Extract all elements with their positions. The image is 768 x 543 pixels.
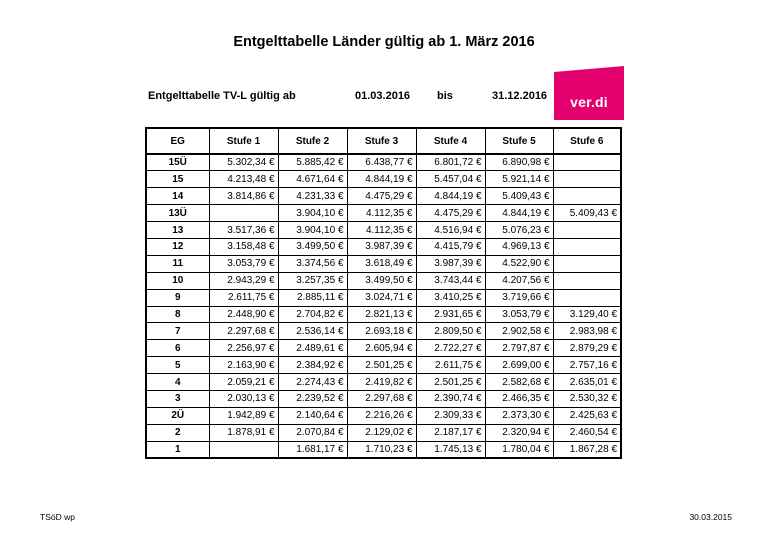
column-header: EG	[146, 128, 209, 154]
salary-cell: 3.024,71 €	[347, 289, 416, 306]
table-row	[146, 272, 621, 289]
eg-cell: 6	[146, 340, 209, 357]
salary-cell: 1.710,23 €	[347, 441, 416, 458]
salary-cell: 2.704,82 €	[278, 306, 347, 323]
table-row	[146, 441, 621, 458]
table-body	[146, 154, 621, 458]
eg-cell: 2Ü	[146, 407, 209, 424]
salary-cell: 4.475,29 €	[416, 205, 485, 222]
salary-cell: 4.213,48 €	[209, 171, 278, 188]
salary-cell: 6.801,72 €	[416, 154, 485, 171]
salary-cell: 2.297,68 €	[209, 323, 278, 340]
salary-cell: 4.844,19 €	[416, 188, 485, 205]
salary-cell: 3.987,39 €	[416, 255, 485, 272]
salary-cell: 2.460,54 €	[553, 424, 621, 441]
eg-cell: 5	[146, 357, 209, 374]
salary-cell: 2.879,29 €	[553, 340, 621, 357]
verdi-logo-shape	[554, 66, 624, 120]
column-header: Stufe 5	[485, 128, 553, 154]
table-row	[146, 407, 621, 424]
salary-cell: 3.987,39 €	[347, 238, 416, 255]
table-row	[146, 306, 621, 323]
salary-cell: 2.693,18 €	[347, 323, 416, 340]
subheader-label: Entgelttabelle TV-L gültig ab	[148, 90, 296, 102]
salary-cell: 1.878,91 €	[209, 424, 278, 441]
eg-cell: 13	[146, 222, 209, 239]
salary-cell: 1.745,13 €	[416, 441, 485, 458]
salary-cell: 4.231,33 €	[278, 188, 347, 205]
salary-cell: 3.053,79 €	[485, 306, 553, 323]
salary-cell: 4.516,94 €	[416, 222, 485, 239]
salary-cell: 3.158,48 €	[209, 238, 278, 255]
salary-cell: 4.844,19 €	[485, 205, 553, 222]
salary-cell	[209, 205, 278, 222]
salary-cell: 3.719,66 €	[485, 289, 553, 306]
salary-cell: 2.501,25 €	[347, 357, 416, 374]
column-header: Stufe 2	[278, 128, 347, 154]
salary-cell: 2.297,68 €	[347, 390, 416, 407]
salary-cell: 5.302,34 €	[209, 154, 278, 171]
table-row	[146, 188, 621, 205]
salary-cell: 2.943,29 €	[209, 272, 278, 289]
subheader-date-from: 01.03.2016	[355, 90, 411, 102]
salary-table	[145, 127, 622, 459]
eg-cell: 1	[146, 441, 209, 458]
salary-cell	[553, 171, 621, 188]
table-row	[146, 238, 621, 255]
salary-cell: 2.536,14 €	[278, 323, 347, 340]
eg-cell: 2	[146, 424, 209, 441]
subheader-bis: bis	[437, 90, 453, 102]
eg-cell: 3	[146, 390, 209, 407]
salary-cell	[553, 188, 621, 205]
salary-cell: 4.112,35 €	[347, 222, 416, 239]
salary-cell: 2.163,90 €	[209, 357, 278, 374]
verdi-logo	[554, 66, 624, 120]
column-header: Stufe 6	[553, 128, 621, 154]
salary-cell: 3.374,56 €	[278, 255, 347, 272]
salary-cell: 3.499,50 €	[347, 272, 416, 289]
column-header: Stufe 3	[347, 128, 416, 154]
salary-cell: 1.780,04 €	[485, 441, 553, 458]
salary-cell: 2.384,92 €	[278, 357, 347, 374]
salary-cell: 2.187,17 €	[416, 424, 485, 441]
salary-cell	[553, 289, 621, 306]
salary-cell: 2.274,43 €	[278, 374, 347, 391]
salary-cell: 2.425,63 €	[553, 407, 621, 424]
salary-cell: 4.475,29 €	[347, 188, 416, 205]
verdi-logo-text: ver.di	[570, 94, 608, 110]
salary-cell: 3.053,79 €	[209, 255, 278, 272]
salary-cell: 2.030,13 €	[209, 390, 278, 407]
salary-cell: 2.419,82 €	[347, 374, 416, 391]
eg-cell: 13Ü	[146, 205, 209, 222]
eg-cell: 15Ü	[146, 154, 209, 171]
salary-cell: 4.522,90 €	[485, 255, 553, 272]
salary-cell: 2.699,00 €	[485, 357, 553, 374]
salary-cell: 2.757,16 €	[553, 357, 621, 374]
column-header: Stufe 4	[416, 128, 485, 154]
salary-cell: 2.611,75 €	[209, 289, 278, 306]
table-row	[146, 171, 621, 188]
table-row	[146, 323, 621, 340]
table-row	[146, 154, 621, 171]
salary-cell: 2.129,02 €	[347, 424, 416, 441]
salary-cell	[553, 154, 621, 171]
eg-cell: 4	[146, 374, 209, 391]
table-header-row	[146, 128, 621, 154]
eg-cell: 8	[146, 306, 209, 323]
salary-cell: 3.904,10 €	[278, 205, 347, 222]
eg-cell: 12	[146, 238, 209, 255]
salary-cell: 2.902,58 €	[485, 323, 553, 340]
salary-cell: 2.239,52 €	[278, 390, 347, 407]
footer-date: 30.03.2015	[689, 512, 732, 522]
salary-cell: 3.257,35 €	[278, 272, 347, 289]
salary-cell	[553, 272, 621, 289]
salary-cell: 3.618,49 €	[347, 255, 416, 272]
salary-cell: 2.309,33 €	[416, 407, 485, 424]
salary-cell	[553, 238, 621, 255]
salary-cell: 5.885,42 €	[278, 154, 347, 171]
salary-cell: 2.605,94 €	[347, 340, 416, 357]
salary-cell: 2.821,13 €	[347, 306, 416, 323]
table-row	[146, 424, 621, 441]
salary-cell: 2.256,97 €	[209, 340, 278, 357]
table-row	[146, 390, 621, 407]
table-row	[146, 222, 621, 239]
salary-cell: 3.129,40 €	[553, 306, 621, 323]
salary-cell: 2.722,27 €	[416, 340, 485, 357]
salary-cell: 4.207,56 €	[485, 272, 553, 289]
salary-cell: 2.070,84 €	[278, 424, 347, 441]
table-row	[146, 205, 621, 222]
table-row	[146, 255, 621, 272]
salary-cell: 3.743,44 €	[416, 272, 485, 289]
table-row	[146, 289, 621, 306]
table-row	[146, 340, 621, 357]
salary-cell: 5.921,14 €	[485, 171, 553, 188]
salary-cell: 4.112,35 €	[347, 205, 416, 222]
salary-cell: 2.635,01 €	[553, 374, 621, 391]
table-row	[146, 374, 621, 391]
salary-cell: 3.410,25 €	[416, 289, 485, 306]
subheader-date-to: 31.12.2016	[492, 90, 548, 102]
salary-cell: 2.059,21 €	[209, 374, 278, 391]
salary-cell: 5.409,43 €	[485, 188, 553, 205]
salary-cell: 2.373,30 €	[485, 407, 553, 424]
salary-cell: 4.671,64 €	[278, 171, 347, 188]
salary-cell: 6.890,98 €	[485, 154, 553, 171]
eg-cell: 15	[146, 171, 209, 188]
salary-cell: 5.457,04 €	[416, 171, 485, 188]
eg-cell: 10	[146, 272, 209, 289]
eg-cell: 9	[146, 289, 209, 306]
salary-cell: 2.797,87 €	[485, 340, 553, 357]
footer-left: TSöD wp	[40, 512, 75, 522]
salary-cell: 2.448,90 €	[209, 306, 278, 323]
salary-cell: 2.931,65 €	[416, 306, 485, 323]
salary-cell: 3.517,36 €	[209, 222, 278, 239]
salary-cell	[553, 222, 621, 239]
salary-cell: 2.809,50 €	[416, 323, 485, 340]
salary-cell: 3.904,10 €	[278, 222, 347, 239]
salary-cell: 5.409,43 €	[553, 205, 621, 222]
salary-cell: 2.983,98 €	[553, 323, 621, 340]
salary-cell: 2.611,75 €	[416, 357, 485, 374]
salary-cell: 1.867,28 €	[553, 441, 621, 458]
salary-cell: 2.466,35 €	[485, 390, 553, 407]
salary-cell: 2.140,64 €	[278, 407, 347, 424]
salary-cell: 4.969,13 €	[485, 238, 553, 255]
page-title: Entgelttabelle Länder gültig ab 1. März 2016	[233, 34, 535, 50]
eg-cell: 7	[146, 323, 209, 340]
salary-cell: 2.530,32 €	[553, 390, 621, 407]
salary-cell: 2.582,68 €	[485, 374, 553, 391]
salary-cell: 3.814,86 €	[209, 188, 278, 205]
salary-cell: 2.885,11 €	[278, 289, 347, 306]
salary-cell: 5.076,23 €	[485, 222, 553, 239]
salary-cell	[553, 255, 621, 272]
salary-cell: 2.320,94 €	[485, 424, 553, 441]
salary-cell: 2.216,26 €	[347, 407, 416, 424]
salary-cell: 4.415,79 €	[416, 238, 485, 255]
salary-cell: 1.942,89 €	[209, 407, 278, 424]
column-header: Stufe 1	[209, 128, 278, 154]
salary-cell: 6.438,77 €	[347, 154, 416, 171]
salary-cell: 2.501,25 €	[416, 374, 485, 391]
eg-cell: 11	[146, 255, 209, 272]
salary-cell: 3.499,50 €	[278, 238, 347, 255]
salary-cell: 4.844,19 €	[347, 171, 416, 188]
salary-cell: 2.390,74 €	[416, 390, 485, 407]
salary-cell: 2.489,61 €	[278, 340, 347, 357]
salary-cell: 1.681,17 €	[278, 441, 347, 458]
salary-cell	[209, 441, 278, 458]
table-row	[146, 357, 621, 374]
eg-cell: 14	[146, 188, 209, 205]
